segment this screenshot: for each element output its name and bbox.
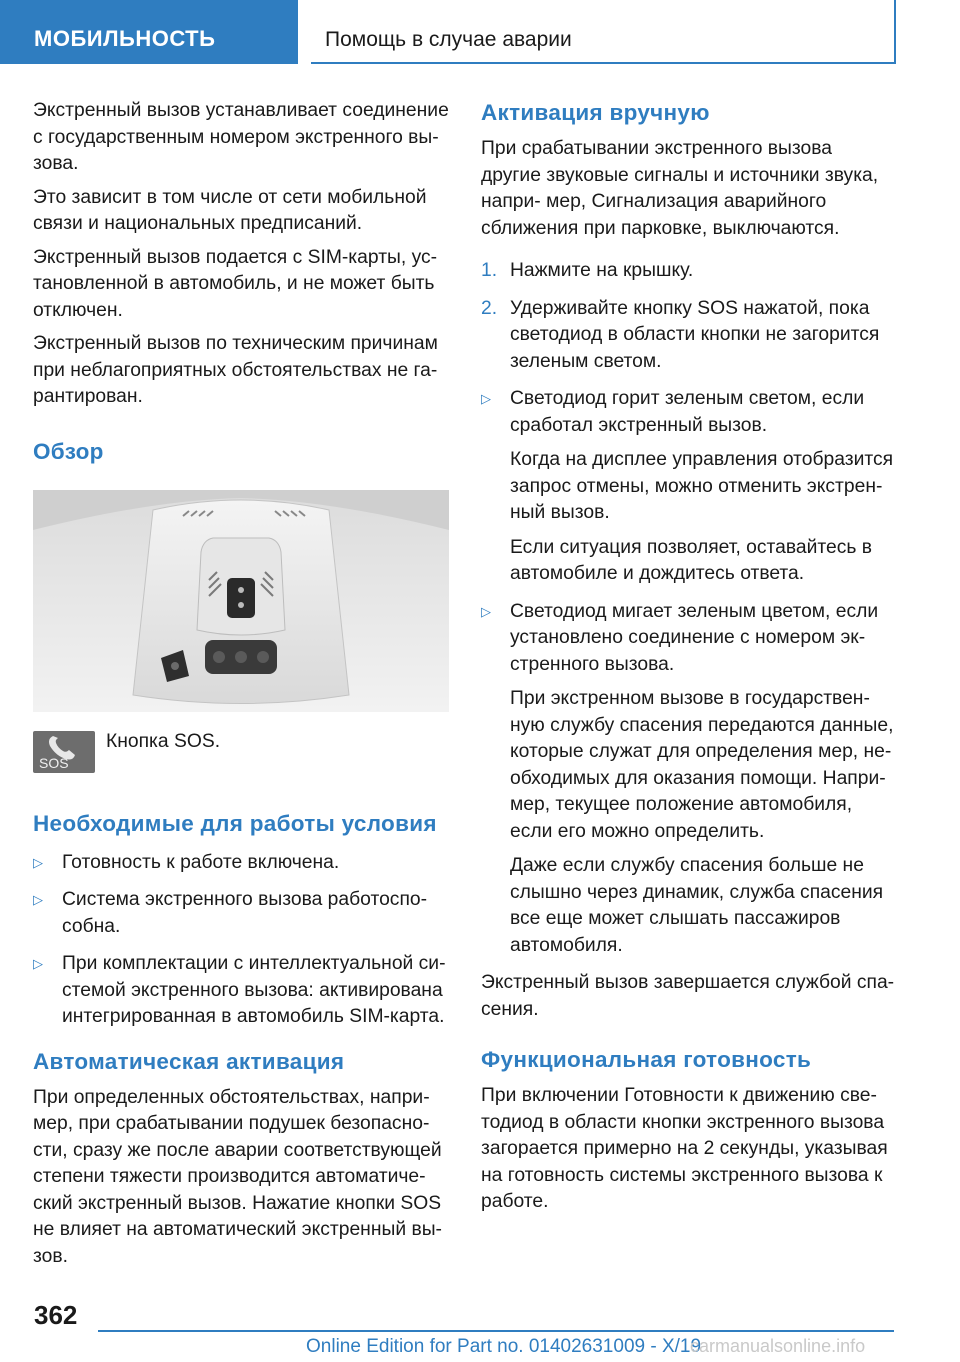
functional-readiness-heading: Функциональная готовность (481, 1047, 812, 1072)
status-note: Если ситуация позволяет, оставайтесь в автомобиле и дождитесь ответа. (510, 536, 873, 584)
steps-list (481, 258, 897, 375)
step-number: 1. (481, 260, 498, 281)
step-item (481, 296, 897, 376)
closing-text: Экстренный вызов завершается службой спа‐ сения. (481, 972, 895, 1020)
footer-edition: Online Edition for Part no. 01402631009 - X/19 (306, 1336, 702, 1357)
intro-paragraph: Экстренный вызов по техническим причинам при неблагоприятных обстоятельствах не га‐ рантирован. (33, 333, 438, 407)
step-item (481, 258, 897, 285)
intro-paragraph: Это зависит в том числе от сети мобильной связи и национальных предписаний. (33, 186, 427, 234)
left-column (33, 98, 449, 1277)
header-section-tab (0, 0, 298, 64)
header-section-title: МОБИЛЬНОСТЬ (34, 26, 216, 51)
step-number: 2. (481, 297, 498, 319)
functional-readiness-text: При включении Готовности к движению све‐ тодиод в области кнопки экстренного вызова загорается примерно на 2 секунды, указывая на готовность системы экстренного вызова к работе. (481, 1085, 888, 1212)
status-note: Даже если службу спасения больше не слышно через динамик, служба спасения все еще может слышать пассажиров автомобиля. (510, 855, 884, 956)
intro-paragraph: Экстренный вызов подается с SIM-карты, ус‐ тановленной в автомобиль, и не может быть отключен. (33, 246, 438, 321)
overhead-console-photo (33, 490, 449, 712)
footer-divider (98, 1330, 894, 1332)
watermark: carmanualsonline.info (690, 1336, 866, 1356)
condition-item: ▷ При комплектации с интеллектуальной си‐ стемой экстренного вызова: активирована интегрированная в автомобиль SIM-карта. (33, 951, 449, 1031)
status-note: При экстренном вызове в государствен‐ ную службу спасения передаются данные, которые служат для определения мер, не‐ обходимых для оказания помощи. Напри‐ мер, текущее положение автомобиля, если его можно определить. (510, 688, 894, 842)
conditions-heading: Необходимые для работы условия (33, 810, 437, 836)
step-text: Нажмите на крышку. (510, 260, 694, 281)
auto-activation-heading: Автоматическая активация (33, 1048, 345, 1074)
sos-caption: Кнопка SOS. (106, 730, 221, 752)
manual-activation-heading: Активация вручную (481, 100, 710, 125)
right-column (481, 98, 897, 1223)
condition-item: ▷ Готовность к работе включена. (33, 850, 449, 877)
sos-button-icon (33, 731, 95, 773)
condition-item: ▷ Система экстренного вызова работоспо‐ собна. (33, 887, 449, 940)
step-text: Удерживайте кнопку SOS нажатой, пока светодиод в области кнопки не загорится зеленым светом. (510, 297, 880, 372)
auto-activation-text: При определенных обстоятельствах, напри‐ мер, при срабатывании подушек безопасно‐ сти, сразу же после аварии соответствующей степени тяжести производится автоматиче‐ ский экстренный вызов. Нажатие кнопки SOS не влияет на автоматический экстренный вы‐ зов. (33, 1086, 442, 1267)
sos-legend (33, 731, 449, 791)
status-item (481, 386, 897, 588)
header-chapter-box (311, 0, 896, 64)
page-number: 362 (34, 1300, 78, 1330)
header-chapter-title: Помощь в случае аварии (325, 28, 572, 51)
status-item (481, 599, 897, 960)
intro-paragraph: Экстренный вызов устанавливает соединение с государственным номером экстренного вы‐ зова. (33, 100, 449, 174)
overview-heading: Обзор (33, 438, 104, 464)
manual-intro: При срабатывании экстренного вызова другие звуковые сигналы и источники звука, напри‐ мер, Сигнализация аварийного сближения при парковке, выключаются. (481, 138, 879, 239)
conditions-list (33, 850, 449, 1031)
status-text: ▷ Светодиод мигает зеленым цветом, если установлено соединение с номером эк‐ стренного вызова. (510, 600, 879, 675)
overhead-console-illustration (33, 490, 449, 712)
sos-icon-text: SOS (39, 754, 69, 771)
status-list (481, 386, 897, 959)
status-note: Когда на дисплее управления отобразится запрос отмены, можно отменить экстрен‐ ный вызов. (510, 449, 894, 523)
status-text: ▷ Светодиод горит зеленым светом, если сработал экстренный вызов. (510, 388, 865, 436)
